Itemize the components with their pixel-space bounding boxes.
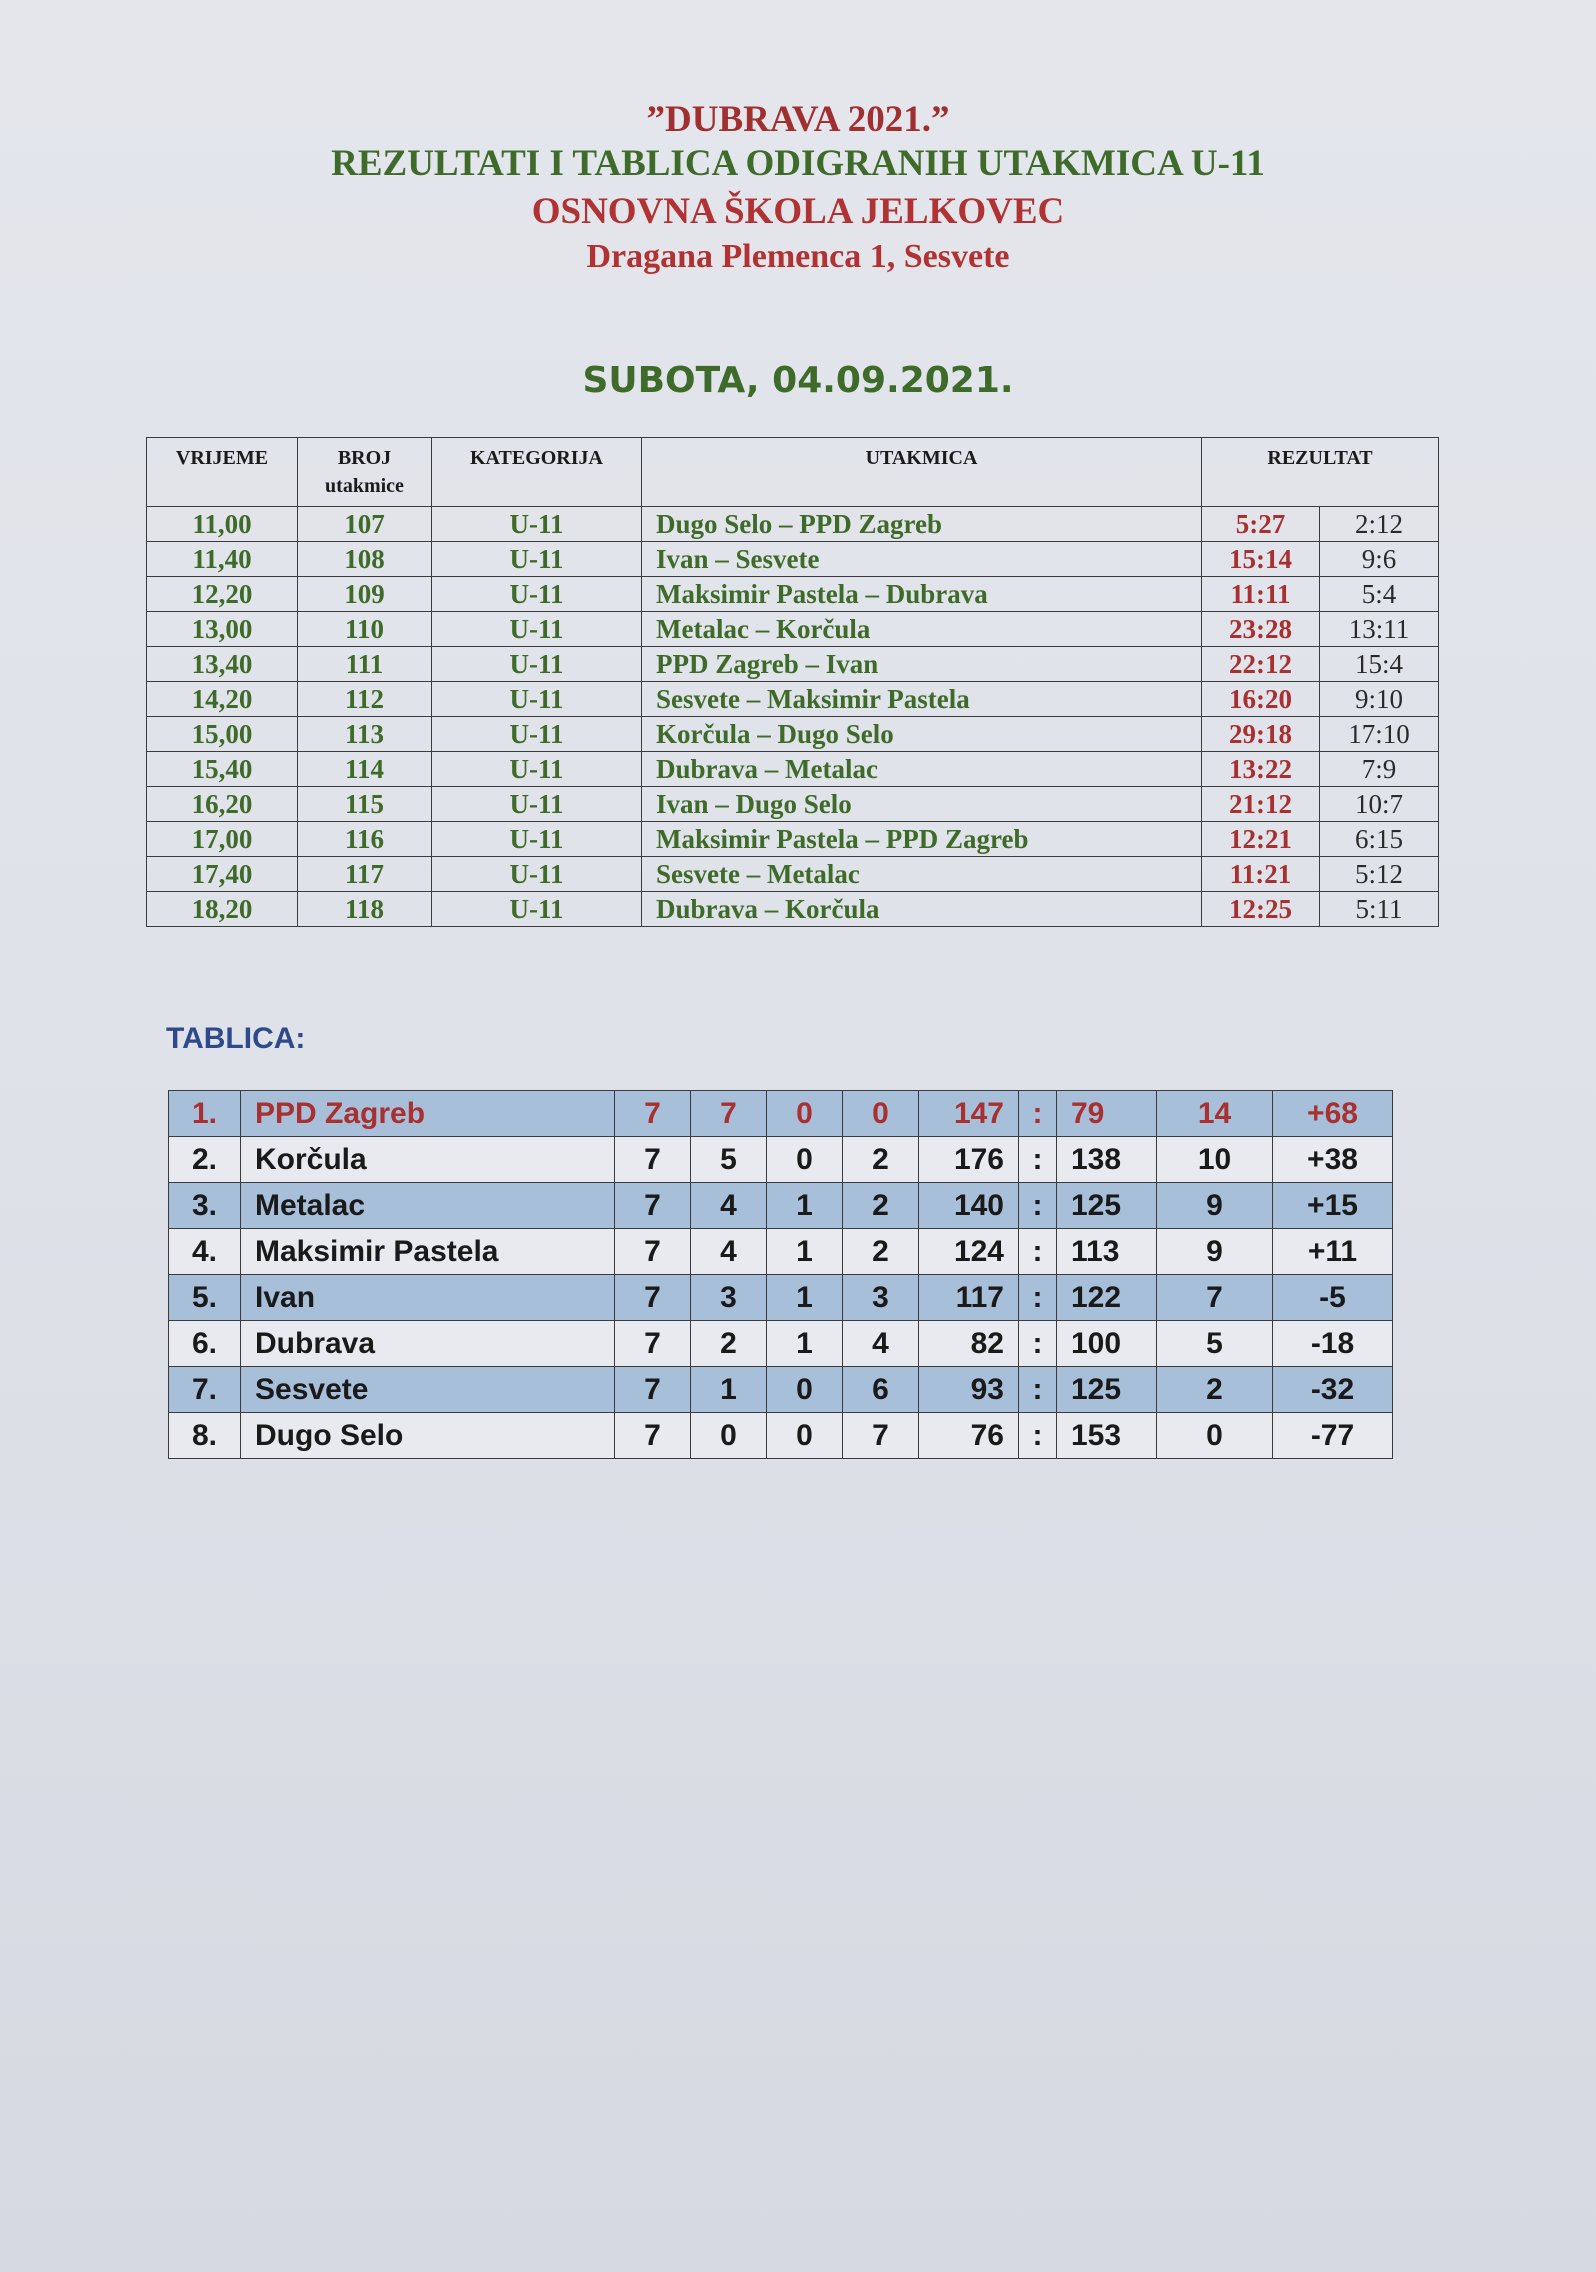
halftime-score: 2:12 [1320, 507, 1439, 542]
schedule-table [146, 437, 1439, 927]
match-time: 18,20 [147, 892, 298, 927]
team-name: Maksimir Pastela [241, 1229, 615, 1275]
goals-against: 125 [1057, 1183, 1157, 1229]
match-number: 114 [298, 752, 432, 787]
games-played: 7 [615, 1275, 691, 1321]
header-result: REZULTAT [1202, 438, 1439, 507]
wins: 4 [691, 1229, 767, 1275]
goals-against: 125 [1057, 1367, 1157, 1413]
match-teams: Sesvete – Maksimir Pastela [642, 682, 1202, 717]
match-category: U-11 [432, 717, 642, 752]
halftime-score: 6:15 [1320, 822, 1439, 857]
schedule-row [147, 857, 1439, 892]
halftime-score: 9:10 [1320, 682, 1439, 717]
match-teams: Sesvete – Metalac [642, 857, 1202, 892]
standings-row [169, 1091, 1393, 1137]
schedule-row [147, 787, 1439, 822]
document-subtitle: REZULTATI I TABLICA ODIGRANIH UTAKMICA U-11 [331, 143, 1265, 184]
goal-difference: -5 [1273, 1275, 1393, 1321]
match-number: 118 [298, 892, 432, 927]
match-category: U-11 [432, 507, 642, 542]
halftime-score: 9:6 [1320, 542, 1439, 577]
match-category: U-11 [432, 822, 642, 857]
match-time: 17,40 [147, 857, 298, 892]
team-name: PPD Zagreb [241, 1091, 615, 1137]
games-played: 7 [615, 1321, 691, 1367]
tournament-title: ”DUBRAVA 2021.” [646, 99, 950, 140]
team-position: 7. [169, 1367, 241, 1413]
match-category: U-11 [432, 857, 642, 892]
match-time: 15,40 [147, 752, 298, 787]
goals-for: 93 [919, 1367, 1019, 1413]
losses: 3 [843, 1275, 919, 1321]
games-played: 7 [615, 1413, 691, 1459]
match-category: U-11 [432, 682, 642, 717]
match-teams: Ivan – Dugo Selo [642, 787, 1202, 822]
schedule-row [147, 682, 1439, 717]
wins: 4 [691, 1183, 767, 1229]
match-teams: PPD Zagreb – Ivan [642, 647, 1202, 682]
goal-difference: +11 [1273, 1229, 1393, 1275]
draws: 1 [767, 1275, 843, 1321]
header-time: VRIJEME [147, 438, 298, 507]
halftime-score: 5:11 [1320, 892, 1439, 927]
header-number [298, 438, 432, 507]
goals-separator: : [1019, 1091, 1057, 1137]
goals-separator: : [1019, 1321, 1057, 1367]
match-score: 16:20 [1202, 682, 1320, 717]
team-name: Sesvete [241, 1367, 615, 1413]
team-position: 8. [169, 1413, 241, 1459]
losses: 7 [843, 1413, 919, 1459]
points: 5 [1157, 1321, 1273, 1367]
match-category: U-11 [432, 892, 642, 927]
draws: 0 [767, 1413, 843, 1459]
standings-row [169, 1229, 1393, 1275]
match-teams: Metalac – Korčula [642, 612, 1202, 647]
match-teams: Maksimir Pastela – Dubrava [642, 577, 1202, 612]
points: 9 [1157, 1183, 1273, 1229]
match-time: 16,20 [147, 787, 298, 822]
schedule-row [147, 647, 1439, 682]
team-position: 4. [169, 1229, 241, 1275]
wins: 5 [691, 1137, 767, 1183]
games-played: 7 [615, 1367, 691, 1413]
goal-difference: +38 [1273, 1137, 1393, 1183]
match-score: 22:12 [1202, 647, 1320, 682]
match-score: 23:28 [1202, 612, 1320, 647]
goals-for: 117 [919, 1275, 1019, 1321]
games-played: 7 [615, 1091, 691, 1137]
halftime-score: 5:12 [1320, 857, 1439, 892]
team-position: 5. [169, 1275, 241, 1321]
team-name: Metalac [241, 1183, 615, 1229]
halftime-score: 15:4 [1320, 647, 1439, 682]
match-number: 109 [298, 577, 432, 612]
team-name: Dugo Selo [241, 1413, 615, 1459]
team-position: 6. [169, 1321, 241, 1367]
match-time: 11,40 [147, 542, 298, 577]
team-name: Korčula [241, 1137, 615, 1183]
header-category: KATEGORIJA [432, 438, 642, 507]
team-name: Ivan [241, 1275, 615, 1321]
goals-against: 138 [1057, 1137, 1157, 1183]
losses: 2 [843, 1229, 919, 1275]
wins: 1 [691, 1367, 767, 1413]
team-position: 2. [169, 1137, 241, 1183]
match-teams: Ivan – Sesvete [642, 542, 1202, 577]
goals-separator: : [1019, 1413, 1057, 1459]
standings-row [169, 1183, 1393, 1229]
goals-for: 176 [919, 1137, 1019, 1183]
match-score: 5:27 [1202, 507, 1320, 542]
schedule-body [147, 507, 1439, 927]
match-score: 11:11 [1202, 577, 1320, 612]
team-name: Dubrava [241, 1321, 615, 1367]
schedule-header-row [147, 438, 1439, 507]
goals-for: 82 [919, 1321, 1019, 1367]
match-time: 15,00 [147, 717, 298, 752]
schedule-row [147, 717, 1439, 752]
halftime-score: 17:10 [1320, 717, 1439, 752]
draws: 0 [767, 1367, 843, 1413]
goals-separator: : [1019, 1183, 1057, 1229]
points: 10 [1157, 1137, 1273, 1183]
match-score: 12:21 [1202, 822, 1320, 857]
match-time: 13,40 [147, 647, 298, 682]
match-number: 116 [298, 822, 432, 857]
match-teams: Dubrava – Metalac [642, 752, 1202, 787]
goals-against: 100 [1057, 1321, 1157, 1367]
goals-against: 122 [1057, 1275, 1157, 1321]
match-time: 17,00 [147, 822, 298, 857]
goals-separator: : [1019, 1275, 1057, 1321]
standings-row [169, 1137, 1393, 1183]
halftime-score: 13:11 [1320, 612, 1439, 647]
match-score: 29:18 [1202, 717, 1320, 752]
standings-row [169, 1321, 1393, 1367]
goals-for: 147 [919, 1091, 1019, 1137]
losses: 4 [843, 1321, 919, 1367]
schedule-row [147, 612, 1439, 647]
losses: 0 [843, 1091, 919, 1137]
losses: 6 [843, 1367, 919, 1413]
match-teams: Korčula – Dugo Selo [642, 717, 1202, 752]
wins: 3 [691, 1275, 767, 1321]
goals-separator: : [1019, 1229, 1057, 1275]
halftime-score: 10:7 [1320, 787, 1439, 822]
goals-against: 79 [1057, 1091, 1157, 1137]
points: 7 [1157, 1275, 1273, 1321]
match-number: 107 [298, 507, 432, 542]
match-number: 115 [298, 787, 432, 822]
standings-row [169, 1275, 1393, 1321]
losses: 2 [843, 1183, 919, 1229]
points: 14 [1157, 1091, 1273, 1137]
match-category: U-11 [432, 542, 642, 577]
match-number: 111 [298, 647, 432, 682]
draws: 1 [767, 1321, 843, 1367]
standings-body [169, 1091, 1393, 1459]
venue-address: Dragana Plemenca 1, Sesvete [586, 238, 1010, 275]
points: 0 [1157, 1413, 1273, 1459]
games-played: 7 [615, 1137, 691, 1183]
schedule-row [147, 577, 1439, 612]
match-teams: Dugo Selo – PPD Zagreb [642, 507, 1202, 542]
goals-against: 113 [1057, 1229, 1157, 1275]
match-teams: Dubrava – Korčula [642, 892, 1202, 927]
standings-table [168, 1090, 1393, 1459]
match-score: 13:22 [1202, 752, 1320, 787]
match-number: 117 [298, 857, 432, 892]
goals-against: 153 [1057, 1413, 1157, 1459]
match-score: 12:25 [1202, 892, 1320, 927]
points: 2 [1157, 1367, 1273, 1413]
games-played: 7 [615, 1229, 691, 1275]
match-category: U-11 [432, 612, 642, 647]
goals-separator: : [1019, 1367, 1057, 1413]
standings-row [169, 1367, 1393, 1413]
goals-for: 140 [919, 1183, 1019, 1229]
match-number: 108 [298, 542, 432, 577]
draws: 0 [767, 1091, 843, 1137]
match-category: U-11 [432, 787, 642, 822]
match-number: 110 [298, 612, 432, 647]
match-time: 11,00 [147, 507, 298, 542]
goal-difference: -18 [1273, 1321, 1393, 1367]
schedule-row [147, 507, 1439, 542]
games-played: 7 [615, 1183, 691, 1229]
header-number-label: BROJ [337, 447, 392, 469]
goals-for: 124 [919, 1229, 1019, 1275]
goal-difference: -77 [1273, 1413, 1393, 1459]
goal-difference: +15 [1273, 1183, 1393, 1229]
wins: 7 [691, 1091, 767, 1137]
goal-difference: -32 [1273, 1367, 1393, 1413]
points: 9 [1157, 1229, 1273, 1275]
goal-difference: +68 [1273, 1091, 1393, 1137]
draws: 1 [767, 1183, 843, 1229]
goals-for: 76 [919, 1413, 1019, 1459]
schedule-row [147, 542, 1439, 577]
goals-separator: : [1019, 1137, 1057, 1183]
standings-label: TABLICA: [166, 1022, 306, 1055]
header-number-sub: utakmice [325, 475, 404, 497]
team-position: 1. [169, 1091, 241, 1137]
match-category: U-11 [432, 577, 642, 612]
match-teams: Maksimir Pastela – PPD Zagreb [642, 822, 1202, 857]
match-day-date: SUBOTA, 04.09.2021. [582, 360, 1014, 401]
match-time: 13,00 [147, 612, 298, 647]
venue-name: OSNOVNA ŠKOLA JELKOVEC [531, 191, 1065, 232]
match-score: 15:14 [1202, 542, 1320, 577]
header-match: UTAKMICA [642, 438, 1202, 507]
match-number: 113 [298, 717, 432, 752]
schedule-row [147, 822, 1439, 857]
match-score: 11:21 [1202, 857, 1320, 892]
losses: 2 [843, 1137, 919, 1183]
match-category: U-11 [432, 752, 642, 787]
halftime-score: 7:9 [1320, 752, 1439, 787]
wins: 0 [691, 1413, 767, 1459]
match-time: 14,20 [147, 682, 298, 717]
wins: 2 [691, 1321, 767, 1367]
match-time: 12,20 [147, 577, 298, 612]
match-category: U-11 [432, 647, 642, 682]
standings-row [169, 1413, 1393, 1459]
match-number: 112 [298, 682, 432, 717]
match-score: 21:12 [1202, 787, 1320, 822]
schedule-row [147, 892, 1439, 927]
draws: 0 [767, 1137, 843, 1183]
schedule-row [147, 752, 1439, 787]
team-position: 3. [169, 1183, 241, 1229]
draws: 1 [767, 1229, 843, 1275]
halftime-score: 5:4 [1320, 577, 1439, 612]
